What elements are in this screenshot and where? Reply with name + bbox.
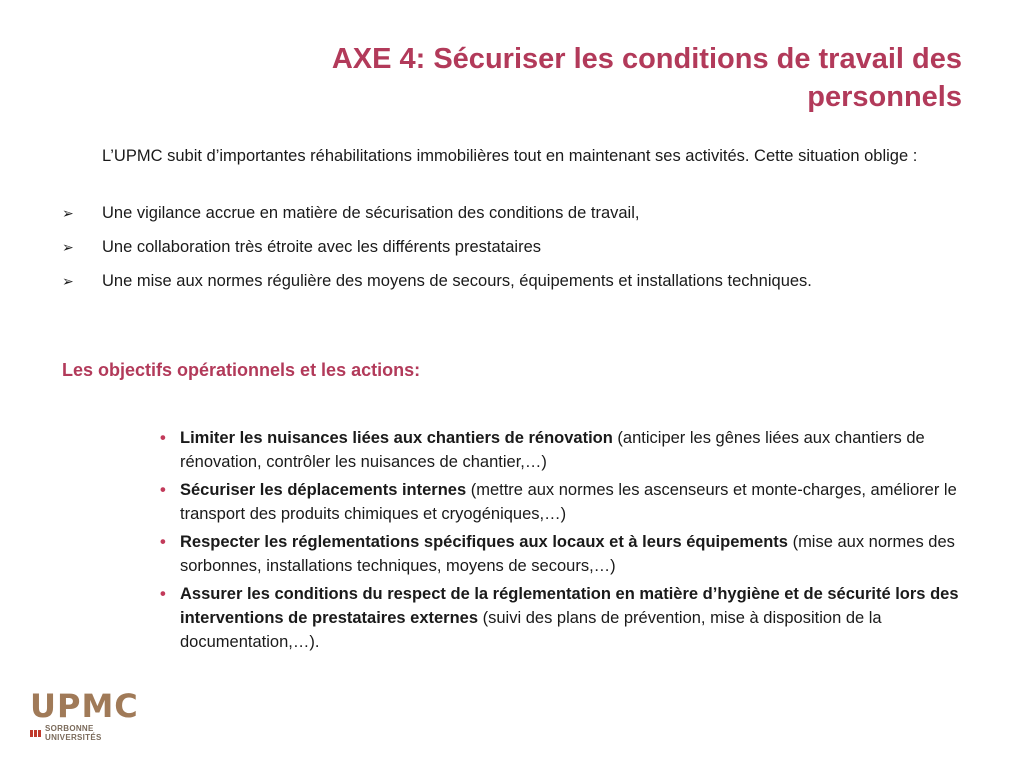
objective-bold: Sécuriser les déplacements internes [180, 481, 467, 499]
arrow-list-item [62, 201, 964, 225]
objective-text: (suivi des plans de prévention, mise à disposition de la documentation,…). [180, 609, 882, 651]
objective-bold: Assurer les conditions du respect de la réglementation en matière d’hygiène et de sécurité lors des interventions de prestataires externes [180, 585, 959, 627]
objective-text: (mettre aux normes les ascenseurs et monte-charges, améliorer le transport des produits chimiques et cryogéniques,…) [180, 481, 957, 523]
bullet-dot-icon: • [160, 429, 166, 447]
bullet-dot-icon: • [160, 533, 166, 551]
objective-item [160, 582, 964, 654]
arrow-item-text: Une mise aux normes régulière des moyens de secours, équipements et installations techniques. [102, 272, 812, 290]
objective-text: (anticiper les gênes liées aux chantiers de rénovation, contrôler les nuisances de chantier,…) [180, 429, 925, 471]
objectives-list [160, 426, 964, 658]
arrow-list [62, 201, 964, 303]
slide-title: AXE 4: Sécuriser les conditions de travail des personnels [331, 43, 962, 113]
arrow-item-text: Une collaboration très étroite avec les différents prestataires [102, 238, 542, 256]
arrow-list-item [62, 269, 964, 293]
logo-subtitle: SORBONNE UNIVERSITÉS [45, 724, 102, 742]
objective-bold: Limiter les nuisances liées aux chantiers de rénovation [180, 429, 613, 447]
arrow-bullet-icon: ➢ [62, 273, 74, 289]
bullet-dot-icon: • [160, 585, 166, 603]
logo-bars-icon [30, 730, 41, 737]
arrow-list-item [62, 235, 964, 259]
objective-item [160, 530, 964, 578]
section-heading: Les objectifs opérationnels et les actions: [62, 360, 421, 380]
arrow-bullet-icon: ➢ [62, 239, 74, 255]
upmc-logo [30, 687, 150, 742]
logo-wordmark: UPMC [30, 687, 139, 725]
arrow-item-text: Une vigilance accrue en matière de sécurisation des conditions de travail, [102, 204, 640, 222]
objective-bold: Respecter les réglementations spécifiques aux locaux et à leurs équipements [180, 533, 788, 551]
objective-item [160, 426, 964, 474]
objective-text: (mise aux normes des sorbonnes, installations techniques, moyens de secours,…) [180, 533, 955, 575]
logo-subtitle-row [30, 724, 150, 742]
arrow-bullet-icon: ➢ [62, 205, 74, 221]
objective-item [160, 478, 964, 526]
bullet-dot-icon: • [160, 481, 166, 499]
intro-paragraph: L’UPMC subit d’importantes réhabilitations immobilières tout en maintenant ses activités. Cette situation oblige : [102, 147, 918, 165]
